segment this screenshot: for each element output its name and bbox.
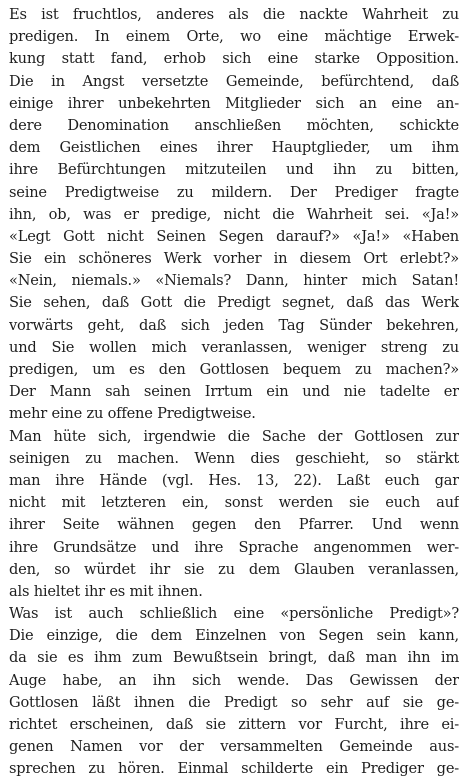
- paragraph-1: [9, 4, 459, 426]
- paragraph-2: [9, 426, 459, 604]
- text-line: ihn, ob, was er predige, nicht die Wahrheit sei. «Ja!»: [9, 205, 459, 223]
- text-line: Was ist auch schließlich eine «persönliche Predigt»?: [9, 605, 459, 623]
- text-line: dere Denomination anschließen möchten, schickte: [9, 116, 459, 134]
- text-line: «Legt Gott nicht Seinen Segen darauf?» «Ja!» «Haben: [9, 227, 459, 245]
- text-line: richtet erscheinen, daß sie zittern vor Furcht, ihre ei-: [9, 716, 459, 733]
- text-line: mehr eine zu offene Predigtweise.: [9, 405, 256, 423]
- text-line: ihre Befürchtungen mitzuteilen und ihn zu bitten,: [9, 161, 459, 179]
- text-line: sprechen zu hören. Einmal schilderte ein Prediger ge-: [9, 760, 459, 778]
- text-line: seinigen zu machen. Wenn dies geschieht, so stärkt: [9, 449, 459, 467]
- text-line: dem Geistlichen eines ihrer Hauptglieder, um ihm: [9, 139, 459, 157]
- text-line: man ihre Hände (vgl. Hes. 13, 22). Laßt euch gar: [9, 471, 459, 489]
- text-line: ihrer Seite wähnen gegen den Pfarrer. Und wenn: [9, 516, 459, 534]
- text-line: Es ist fruchtlos, anderes als die nackte Wahrheit zu: [9, 6, 459, 23]
- text-line: «Nein, niemals.» «Niemals? Dann, hinter mich Satan!: [9, 272, 459, 290]
- text-line: Auge habe, an ihn sich wende. Das Gewissen der: [9, 671, 459, 689]
- text-line: Sie ein schöneres Werk vorher in diesem Ort erlebt?»: [9, 250, 459, 268]
- text-line: einige ihrer unbekehrten Mitglieder sich an eine an-: [9, 94, 459, 112]
- text-line: Sie sehen, daß Gott die Predigt segnet, daß das Werk: [9, 294, 459, 312]
- text-line: Die einzige, die dem Einzelnen von Segen sein kann,: [9, 627, 459, 645]
- text-line: Man hüte sich, irgendwie die Sache der Gottlosen zur: [9, 427, 459, 445]
- text-line: ihre Grundsätze und ihre Sprache angenommen wer-: [9, 538, 459, 556]
- text-line: nicht mit letzteren ein, sonst werden sie euch auf: [9, 494, 459, 512]
- text-line: seine Predigtweise zu mildern. Der Prediger fragte: [9, 183, 459, 201]
- text-line: predigen. In einem Orte, wo eine mächtige Erwek-: [9, 28, 459, 46]
- paragraph-3: [9, 603, 459, 781]
- text-line: und Sie wollen mich veranlassen, weniger streng zu: [9, 338, 459, 356]
- text-line: Der Mann sah seinen Irrtum ein und nie tadelte er: [9, 383, 459, 401]
- text-line: genen Namen vor der versammelten Gemeinde aus-: [9, 738, 459, 756]
- text-line: den, so würdet ihr sie zu dem Glauben veranlassen,: [9, 560, 459, 578]
- text-line: predigen, um es den Gottlosen bequem zu machen?»: [9, 361, 459, 378]
- text-line: Die in Angst versetzte Gemeinde, befürchtend, daß: [9, 72, 459, 90]
- text-line: vorwärts geht, daß sich jeden Tag Sünder bekehren,: [9, 316, 459, 334]
- text-line: Gottlosen läßt ihnen die Predigt so sehr auf sie ge-: [9, 693, 459, 711]
- text-line: da sie es ihm zum Bewußtsein bringt, daß man ihn im: [9, 649, 459, 667]
- document-page: [9, 4, 459, 781]
- text-line: kung statt fand, erhob sich eine starke Opposition.: [9, 50, 459, 68]
- text-line: als hieltet ihr es mit ihnen.: [9, 582, 203, 600]
